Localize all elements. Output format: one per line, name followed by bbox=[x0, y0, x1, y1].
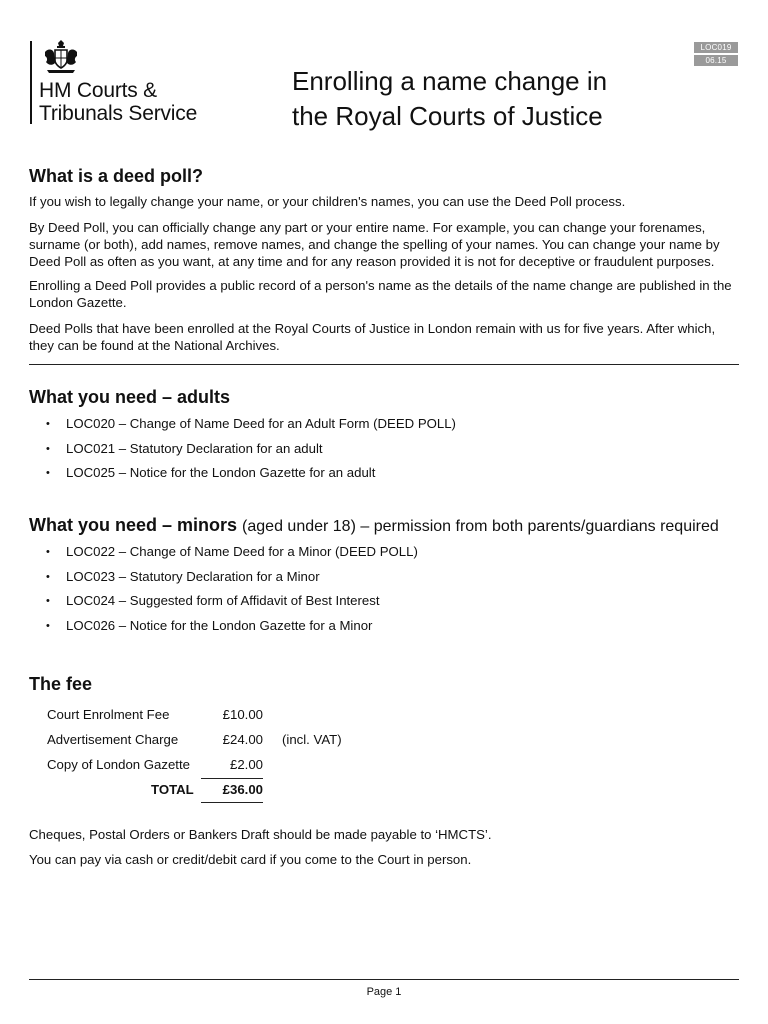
list-item: • LOC024 – Suggested form of Affidavit of Best Interest bbox=[29, 589, 741, 614]
list-item: • LOC022 – Change of Name Deed for a Minor (DEED POLL) bbox=[29, 540, 741, 565]
title-line-1: Enrolling a name change in bbox=[292, 66, 608, 96]
list-item: • LOC020 – Change of Name Deed for an Adult Form (DEED POLL) bbox=[29, 412, 741, 437]
logo-divider bbox=[30, 41, 32, 124]
deed-poll-paragraph: By Deed Poll, you can officially change any part or your entire name. For example, you can change your forenames, surname (or both), add names, remove names, and change the spelling of your names. You can change your name by Deed Poll as often as you want, at any time and for any reason provided it is not for deceptive or fraudulent purposes. bbox=[29, 220, 720, 269]
minors-heading bbox=[29, 515, 719, 536]
form-date: 06.15 bbox=[694, 55, 738, 66]
fee-label: Court Enrolment Fee bbox=[47, 707, 170, 722]
fee-label: Copy of London Gazette bbox=[47, 757, 190, 772]
fee-amount: £24.00 bbox=[222, 732, 263, 747]
payment-line: Cheques, Postal Orders or Bankers Draft should be made payable to ‘HMCTS’. bbox=[29, 827, 492, 842]
total-label: TOTAL bbox=[151, 782, 194, 797]
total-amount: £36.00 bbox=[222, 782, 263, 797]
fee-heading: The fee bbox=[29, 674, 93, 694]
document-title bbox=[292, 64, 607, 134]
payment-line: You can pay via cash or credit/debit card if you come to the Court in person. bbox=[29, 852, 472, 867]
list-item: • LOC025 – Notice for the London Gazette for an adult bbox=[29, 461, 741, 486]
title-line-2: the Royal Courts of Justice bbox=[292, 101, 603, 131]
fee-note: (incl. VAT) bbox=[282, 732, 342, 747]
section-divider bbox=[29, 364, 739, 365]
minors-heading-sub: (aged under 18) – permission from both parents/guardians required bbox=[242, 518, 719, 535]
adults-heading: What you need – adults bbox=[29, 387, 231, 407]
page-number: Page 1 bbox=[366, 986, 402, 998]
minors-heading-main: What you need – minors bbox=[29, 515, 238, 535]
form-code: LOC019 bbox=[694, 42, 738, 53]
org-line-1: HM Courts & bbox=[39, 79, 157, 102]
form-code-badge bbox=[694, 42, 738, 68]
deed-poll-paragraph: Enrolling a Deed Poll provides a public record of a person's name as the details of the name change are published in the London Gazette. bbox=[29, 278, 732, 310]
organisation-name bbox=[39, 79, 197, 125]
royal-crest-icon bbox=[41, 40, 81, 76]
fee-label: Advertisement Charge bbox=[47, 732, 179, 747]
list-item: • LOC021 – Statutory Declaration for an adult bbox=[29, 437, 741, 462]
minors-list bbox=[29, 540, 741, 638]
fee-amount: £2.00 bbox=[229, 757, 263, 772]
list-item: • LOC023 – Statutory Declaration for a Minor bbox=[29, 565, 741, 590]
deed-poll-heading: What is a deed poll? bbox=[29, 166, 204, 186]
footer-divider bbox=[29, 979, 739, 980]
deed-poll-paragraph: If you wish to legally change your name, or your children's names, you can use the Deed Poll process. bbox=[29, 194, 626, 209]
fee-amount: £10.00 bbox=[222, 707, 263, 722]
list-item: • LOC026 – Notice for the London Gazette for a Minor bbox=[29, 614, 741, 639]
adults-list bbox=[29, 412, 741, 486]
total-rule-bottom bbox=[201, 802, 263, 803]
deed-poll-paragraph: Deed Polls that have been enrolled at the Royal Courts of Justice in London remain with us for five years. After which, they can be found at the National Archives. bbox=[29, 321, 716, 353]
total-rule-top bbox=[201, 778, 263, 779]
org-line-2: Tribunals Service bbox=[39, 102, 198, 125]
